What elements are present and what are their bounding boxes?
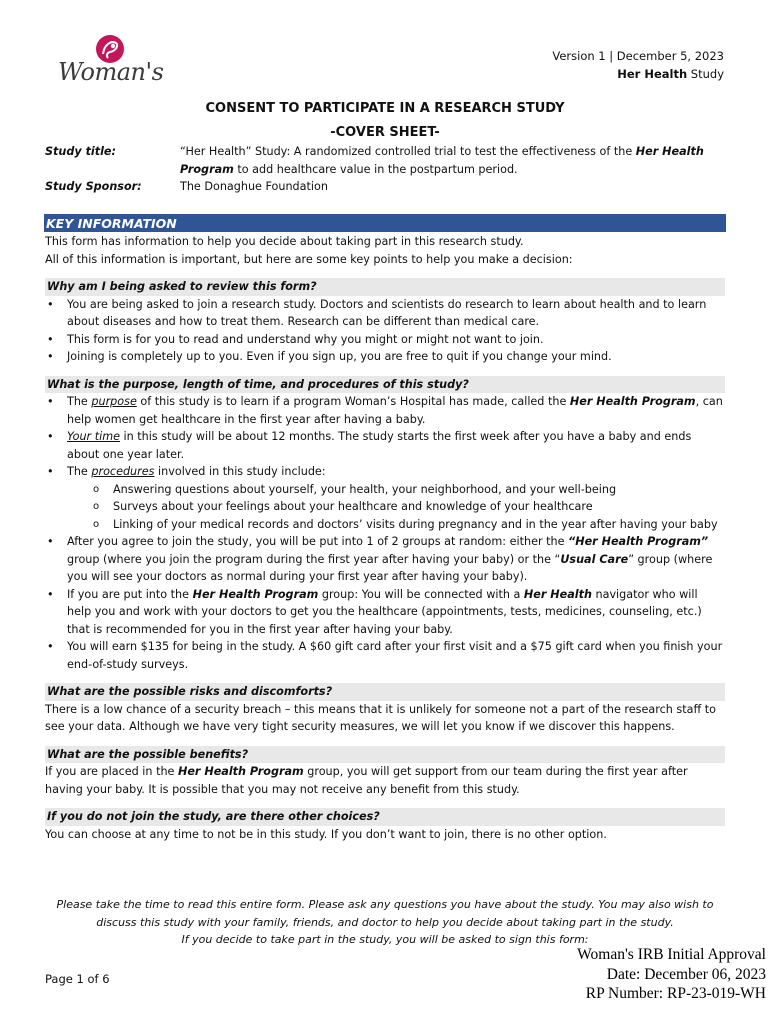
- document-subtitle: -COVER SHEET-: [330, 125, 440, 140]
- intro-line-1: This form has information to help you decide about taking part in this research study.: [45, 235, 524, 248]
- page-number: Page 1 of 6: [45, 972, 110, 986]
- womans-logo: [58, 34, 162, 88]
- list-item: o Surveys about your feelings about your healthcare and knowledge of your healthcare: [67, 498, 725, 516]
- study-sponsor-value: The Donaghue Foundation: [180, 180, 328, 193]
- text: If you are put into the: [67, 587, 193, 601]
- list-item: [45, 463, 725, 533]
- version-line: Version 1 | December 5, 2023: [552, 49, 724, 63]
- study-title-text: “Her Health” Study: A randomized controlled trial to test the effectiveness of the: [180, 145, 636, 158]
- underlined-term: Your time: [67, 430, 120, 443]
- benefits-text: [45, 763, 725, 798]
- text: group (where you join the program during the first year after having your baby) or the “: [67, 552, 561, 566]
- choices-heading: If you do not join the study, are there other choices?: [45, 808, 725, 826]
- text: of this study is to learn if a program Woman’s Hospital has made, called the: [136, 395, 570, 408]
- text: , can help women get healthcare in the first year after having a baby.: [67, 395, 723, 426]
- text: group, you will get support from our team during the first year after having your baby. It is possible that you may not receive any benefit from this study.: [45, 765, 688, 796]
- irb-approval-stamp: [577, 945, 766, 1004]
- risks-text: There is a low chance of a security breach – this means that it is unlikely for someone not a part of the research staff to see your data. Although we have very tight security measures, we will let you know if we discover this happens.: [45, 702, 716, 733]
- study-sponsor-row: [45, 178, 725, 196]
- list-item: • You will earn $135 for being in the study. A $60 gift card after your first visit and a $75 gift card when you finish your end-of-study surveys.: [45, 638, 725, 673]
- study-name-line: [552, 65, 724, 83]
- logo-wordmark: Woman's: [58, 58, 164, 86]
- list-item: [45, 393, 725, 428]
- text: The: [67, 465, 92, 478]
- closing-instructions: [45, 896, 725, 949]
- key-information-title: KEY INFORMATION: [46, 216, 177, 231]
- why-heading: Why am I being asked to review this form?: [45, 278, 725, 296]
- key-information-header: [44, 214, 726, 232]
- study-title-text-end: to add healthcare value in the postpartum period.: [233, 162, 518, 176]
- closing-line-3: If you decide to take part in the study, you will be asked to sign this form:: [181, 933, 589, 946]
- key-information-content: [45, 233, 725, 843]
- text: involved in this study include:: [154, 465, 326, 478]
- list-item: • You are being asked to join a research study. Doctors and scientists do research to learn about health and to learn about diseases and how to treat them. Research can be different than medical care.: [45, 296, 725, 331]
- text: in this study will be about 12 months. The study starts the first week after you have a baby and ends about one year later.: [67, 430, 692, 461]
- study-name-strong: Her Health: [617, 67, 688, 81]
- purpose-heading: What is the purpose, length of time, and procedures of this study?: [45, 376, 725, 394]
- study-title-program: Her Health Program: [180, 145, 704, 176]
- risks-heading: What are the possible risks and discomforts?: [45, 683, 725, 701]
- program-name: “Her Health Program”: [568, 535, 709, 548]
- intro-line-2: All of this information is important, but here are some key points to help you make a decision:: [45, 252, 573, 266]
- procedures-sublist: [67, 481, 725, 534]
- study-name-rest: Study: [690, 67, 724, 81]
- list-item: o Linking of your medical records and doctors’ visits during pregnancy and in the year after having your baby: [67, 516, 725, 534]
- study-sponsor-label: Study Sponsor:: [45, 180, 142, 193]
- benefits-heading: What are the possible benefits?: [45, 746, 725, 764]
- list-item: [45, 428, 725, 463]
- list-item: • This form is for you to read and understand why you might or might not want to join.: [45, 331, 725, 349]
- closing-line-1: Please take the time to read this entire form. Please ask any questions you have about the study. You may also wish to: [56, 898, 714, 911]
- why-list: [45, 296, 725, 366]
- study-title-label: Study title:: [45, 145, 116, 158]
- text: If you are placed in the: [45, 765, 178, 778]
- program-name: Her Health: [523, 587, 592, 601]
- underlined-term: procedures: [91, 465, 155, 478]
- version-block: [552, 47, 724, 83]
- list-item: [45, 586, 725, 639]
- purpose-list: [45, 393, 725, 673]
- text: The: [67, 395, 92, 408]
- underlined-term: purpose: [91, 395, 137, 408]
- irb-approval-line: Woman's IRB Initial Approval: [577, 946, 766, 963]
- list-item: • Joining is completely up to you. Even if you sign up, you are free to quit if you change your mind.: [45, 348, 725, 366]
- irb-rp-number-line: RP Number: RP-23-019-WH: [585, 985, 766, 1002]
- closing-line-2: discuss this study with your family, friends, and doctor to help you decide about taking part in the study.: [96, 915, 674, 929]
- list-item: [45, 533, 725, 586]
- list-item: o Answering questions about yourself, your health, your neighborhood, and your well-being: [67, 481, 725, 499]
- program-name: Her Health Program: [569, 395, 696, 408]
- text: navigator who will help you and work with your doctors to get you the healthcare (appointments, tests, medicines, counseling, etc.) that is recommended for you in the first year after having your baby.: [67, 587, 702, 636]
- irb-date-line: Date: December 06, 2023: [606, 965, 766, 983]
- text: ” group (where you will see your doctors as normal during your first year after having your baby).: [67, 552, 713, 583]
- study-title-value: [180, 143, 720, 178]
- document-title: CONSENT TO PARTICIPATE IN A RESEARCH STUDY: [205, 101, 565, 116]
- program-name: Her Health Program: [192, 587, 319, 601]
- text: group: You will be connected with a: [318, 587, 524, 601]
- program-name: Her Health Program: [177, 765, 304, 778]
- group-name: Usual Care: [560, 552, 629, 566]
- study-title-row: [45, 143, 725, 179]
- text: After you agree to join the study, you will be put into 1 of 2 groups at random: either the: [67, 535, 569, 548]
- choices-text: You can choose at any time to not be in this study. If you don’t want to join, there is no other option.: [45, 827, 607, 841]
